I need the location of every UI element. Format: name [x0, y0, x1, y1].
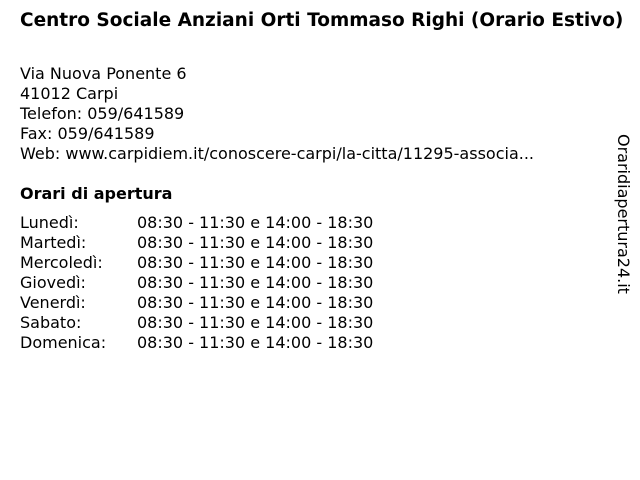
hours-row-monday	[20, 213, 373, 233]
opening-hours-table	[20, 213, 373, 353]
time-range: 08:30 - 11:30 e 14:00 - 18:30	[137, 233, 374, 252]
address-block	[20, 64, 534, 164]
time-range: 08:30 - 11:30 e 14:00 - 18:30	[137, 293, 374, 312]
time-range: 08:30 - 11:30 e 14:00 - 18:30	[137, 253, 374, 272]
time-range: 08:30 - 11:30 e 14:00 - 18:30	[137, 213, 374, 232]
site-watermark: Oraridiapertura24.it	[614, 134, 633, 294]
hours-row-sunday	[20, 333, 373, 353]
day-label: Sabato:	[20, 313, 82, 332]
hours-row-wednesday	[20, 253, 373, 273]
day-label: Martedì:	[20, 233, 87, 252]
fax-number: Fax: 059/641589	[20, 124, 155, 143]
day-label: Venerdì:	[20, 293, 86, 312]
hours-row-friday	[20, 293, 373, 313]
hours-row-thursday	[20, 273, 373, 293]
opening-hours-heading: Orari di apertura	[20, 184, 173, 203]
street-address: Via Nuova Ponente 6	[20, 64, 187, 83]
hours-row-saturday	[20, 313, 373, 333]
day-label: Giovedì:	[20, 273, 86, 292]
website-link: Web: www.carpidiem.it/conoscere-carpi/la-citta/11295-associa...	[20, 144, 534, 163]
day-label: Domenica:	[20, 333, 107, 352]
city: 41012 Carpi	[20, 84, 119, 103]
time-range: 08:30 - 11:30 e 14:00 - 18:30	[137, 333, 374, 352]
time-range: 08:30 - 11:30 e 14:00 - 18:30	[137, 273, 374, 292]
hours-row-tuesday	[20, 233, 373, 253]
day-label: Lunedì:	[20, 213, 79, 232]
page-title: Centro Sociale Anziani Orti Tommaso Righi (Orario Estivo)	[20, 10, 624, 31]
day-label: Mercoledì:	[20, 253, 103, 272]
phone-number: Telefon: 059/641589	[20, 104, 185, 123]
time-range: 08:30 - 11:30 e 14:00 - 18:30	[137, 313, 374, 332]
